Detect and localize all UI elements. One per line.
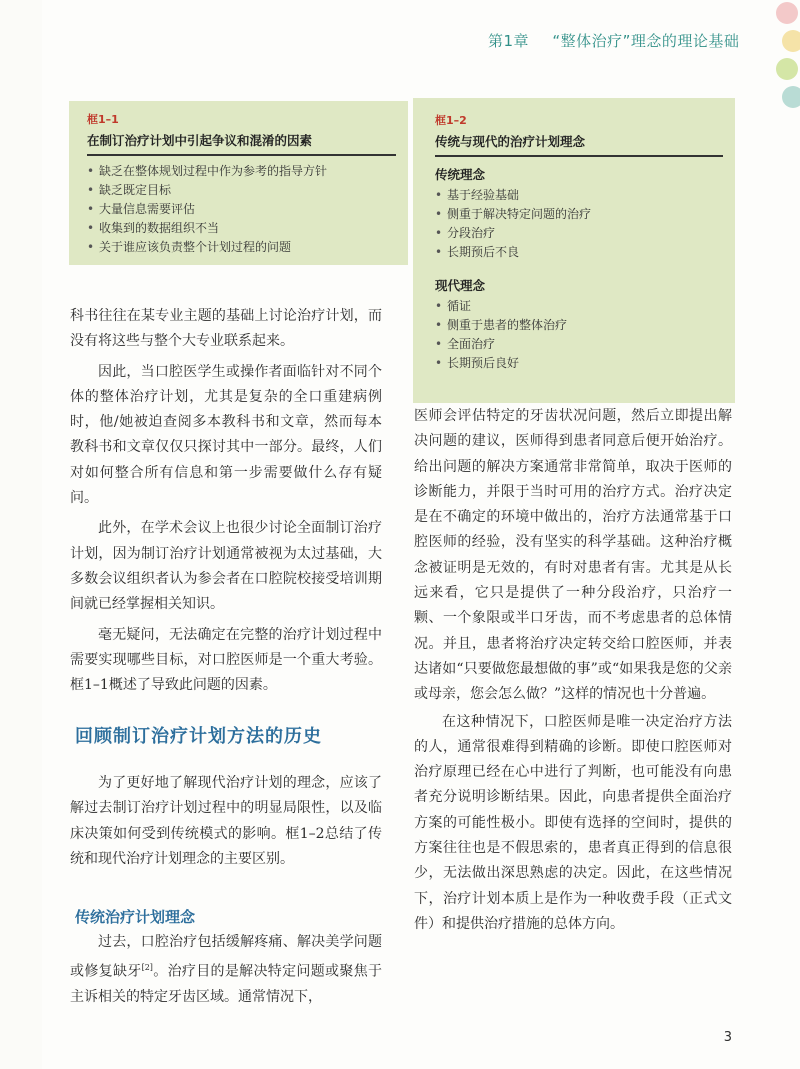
list-item: • 循证 (435, 297, 723, 316)
list-item: • 长期预后良好 (435, 354, 723, 373)
list-item: • 侧重于解决特定问题的治疗 (435, 205, 723, 224)
list-item: • 分段治疗 (435, 224, 723, 243)
box-1-1 (69, 101, 408, 265)
list-item: • 大量信息需要评估 (87, 200, 396, 219)
left-column-bottom (70, 930, 382, 1011)
traditional-list (435, 186, 723, 262)
modern-list (435, 297, 723, 373)
list-item: • 基于经验基础 (435, 186, 723, 205)
subsection-heading: 传统治疗计划理念 (75, 908, 196, 926)
teal-dot (782, 86, 800, 108)
left-column-lower (70, 771, 382, 872)
yellow-dot (782, 30, 800, 52)
list-item: • 收集到的数据组织不当 (87, 219, 396, 238)
list-item: • 侧重于患者的整体治疗 (435, 316, 723, 335)
list-item: • 缺乏在整体规划过程中作为参考的指导方针 (87, 162, 396, 181)
paragraph (70, 930, 382, 1011)
paragraph: 为了更好地了解现代治疗计划的理念，应该了解过去制订治疗计划过程中的明显局限性，以及临床决策如何受到传统模式的影响。框1–2总结了传统和现代治疗计划理念的主要区别。 (70, 775, 382, 867)
box-title: 传统与现代的治疗计划理念 (435, 132, 723, 157)
section-heading: 回顾制订治疗计划方法的历史 (75, 726, 322, 747)
box-tag: 框1–2 (435, 114, 467, 127)
traditional-heading: 传统理念 (435, 167, 486, 182)
chapter-title: “整体治疗”理念的理论基础 (552, 32, 740, 50)
page-number: 3 (723, 1030, 732, 1045)
paragraph: 科书往往在某专业主题的基础上讨论治疗计划，而没有将这些与整个大专业联系起来。 (70, 308, 382, 350)
paragraph: 因此，当口腔医学生或操作者面临针对不同个体的整体治疗计划，尤其是复杂的全口重建病例时，他/她被迫查阅多本教科书和文章，然而每本教科书和文章仅仅只探讨其中一部分。最终，人们对如何整合所有信息和第一步需要做什么存有疑问。 (70, 363, 382, 507)
paragraph: 毫无疑问，无法确定在完整的治疗计划过程中需要实现哪些目标，对口腔医师是一个重大考验。框1–1概述了导致此问题的因素。 (70, 626, 382, 694)
green-dot (776, 58, 798, 80)
running-header (488, 30, 748, 51)
citation: [2] (141, 963, 153, 973)
paragraph: 医师会评估特定的牙齿状况问题，然后立即提出解决问题的建议，医师得到患者同意后便开始治疗。给出问题的解决方案通常非常简单，取决于医师的诊断能力，并限于当时可用的治疗方式。治疗决定是在不确定的环境中做出的，治疗方法通常基于口腔医师的经验，没有坚实的科学基础。这种治疗概念被证明是无效的，有时对患者有害。尤其是从长远来看，它只是提供了一种分段治疗，只治疗一颗、一个象限或半口牙齿，而不考虑患者的总体情况。并且，患者将治疗决定转交给口腔医师，并表达诸如“只要做您最想做的事”或“如果我是您的父亲或母亲，您会怎么做？”这样的情况也十分普遍。 (414, 408, 732, 703)
chapter-label: 第1章 (488, 32, 530, 50)
right-column (414, 404, 732, 937)
factor-list (87, 162, 396, 257)
list-item: • 长期预后不良 (435, 243, 723, 262)
list-item: • 缺乏既定目标 (87, 181, 396, 200)
box-tag: 框1–1 (87, 113, 119, 126)
paragraph-text: 过去，口腔治疗包括缓解疼痛、解决美学问题或修复缺牙 (70, 934, 382, 980)
paragraph: 此外，在学术会议上也很少讨论全面制订治疗计划，因为制订治疗计划通常被视为太过基础，大多数会议组织者认为参会者在口腔院校接受培训期间就已经掌握相关知识。 (70, 520, 382, 613)
paragraph: 在这种情况下，口腔医师是唯一决定治疗方法的人，通常很难得到精确的诊断。即使口腔医师对治疗原理已经在心中进行了判断，也可能没有向患者充分说明诊断结果。因此，向患者提供全面治疗方案的可能性极小。即使有选择的空间时，提供的方案往往也是不假思索的，患者真正得到的信息很少，无法做出深思熟虑的决定。因此，在这些情况下，治疗计划本质上是作为一种收费手段（正式文件）和提供治疗措施的总体方向。 (414, 713, 732, 932)
pink-dot (776, 2, 798, 24)
left-column (70, 304, 382, 698)
paragraph-text: 。治疗目的是解决特定问题或聚焦于主诉相关的特定牙齿区域。通常情况下， (70, 963, 383, 1006)
modern-heading: 现代理念 (435, 278, 486, 293)
list-item: • 关于谁应该负责整个计划过程的问题 (87, 238, 396, 257)
box-1-2 (413, 98, 735, 403)
box-title: 在制订治疗计划中引起争议和混淆的因素 (87, 131, 396, 156)
decorative-dots (740, 0, 800, 110)
list-item: • 全面治疗 (435, 335, 723, 354)
